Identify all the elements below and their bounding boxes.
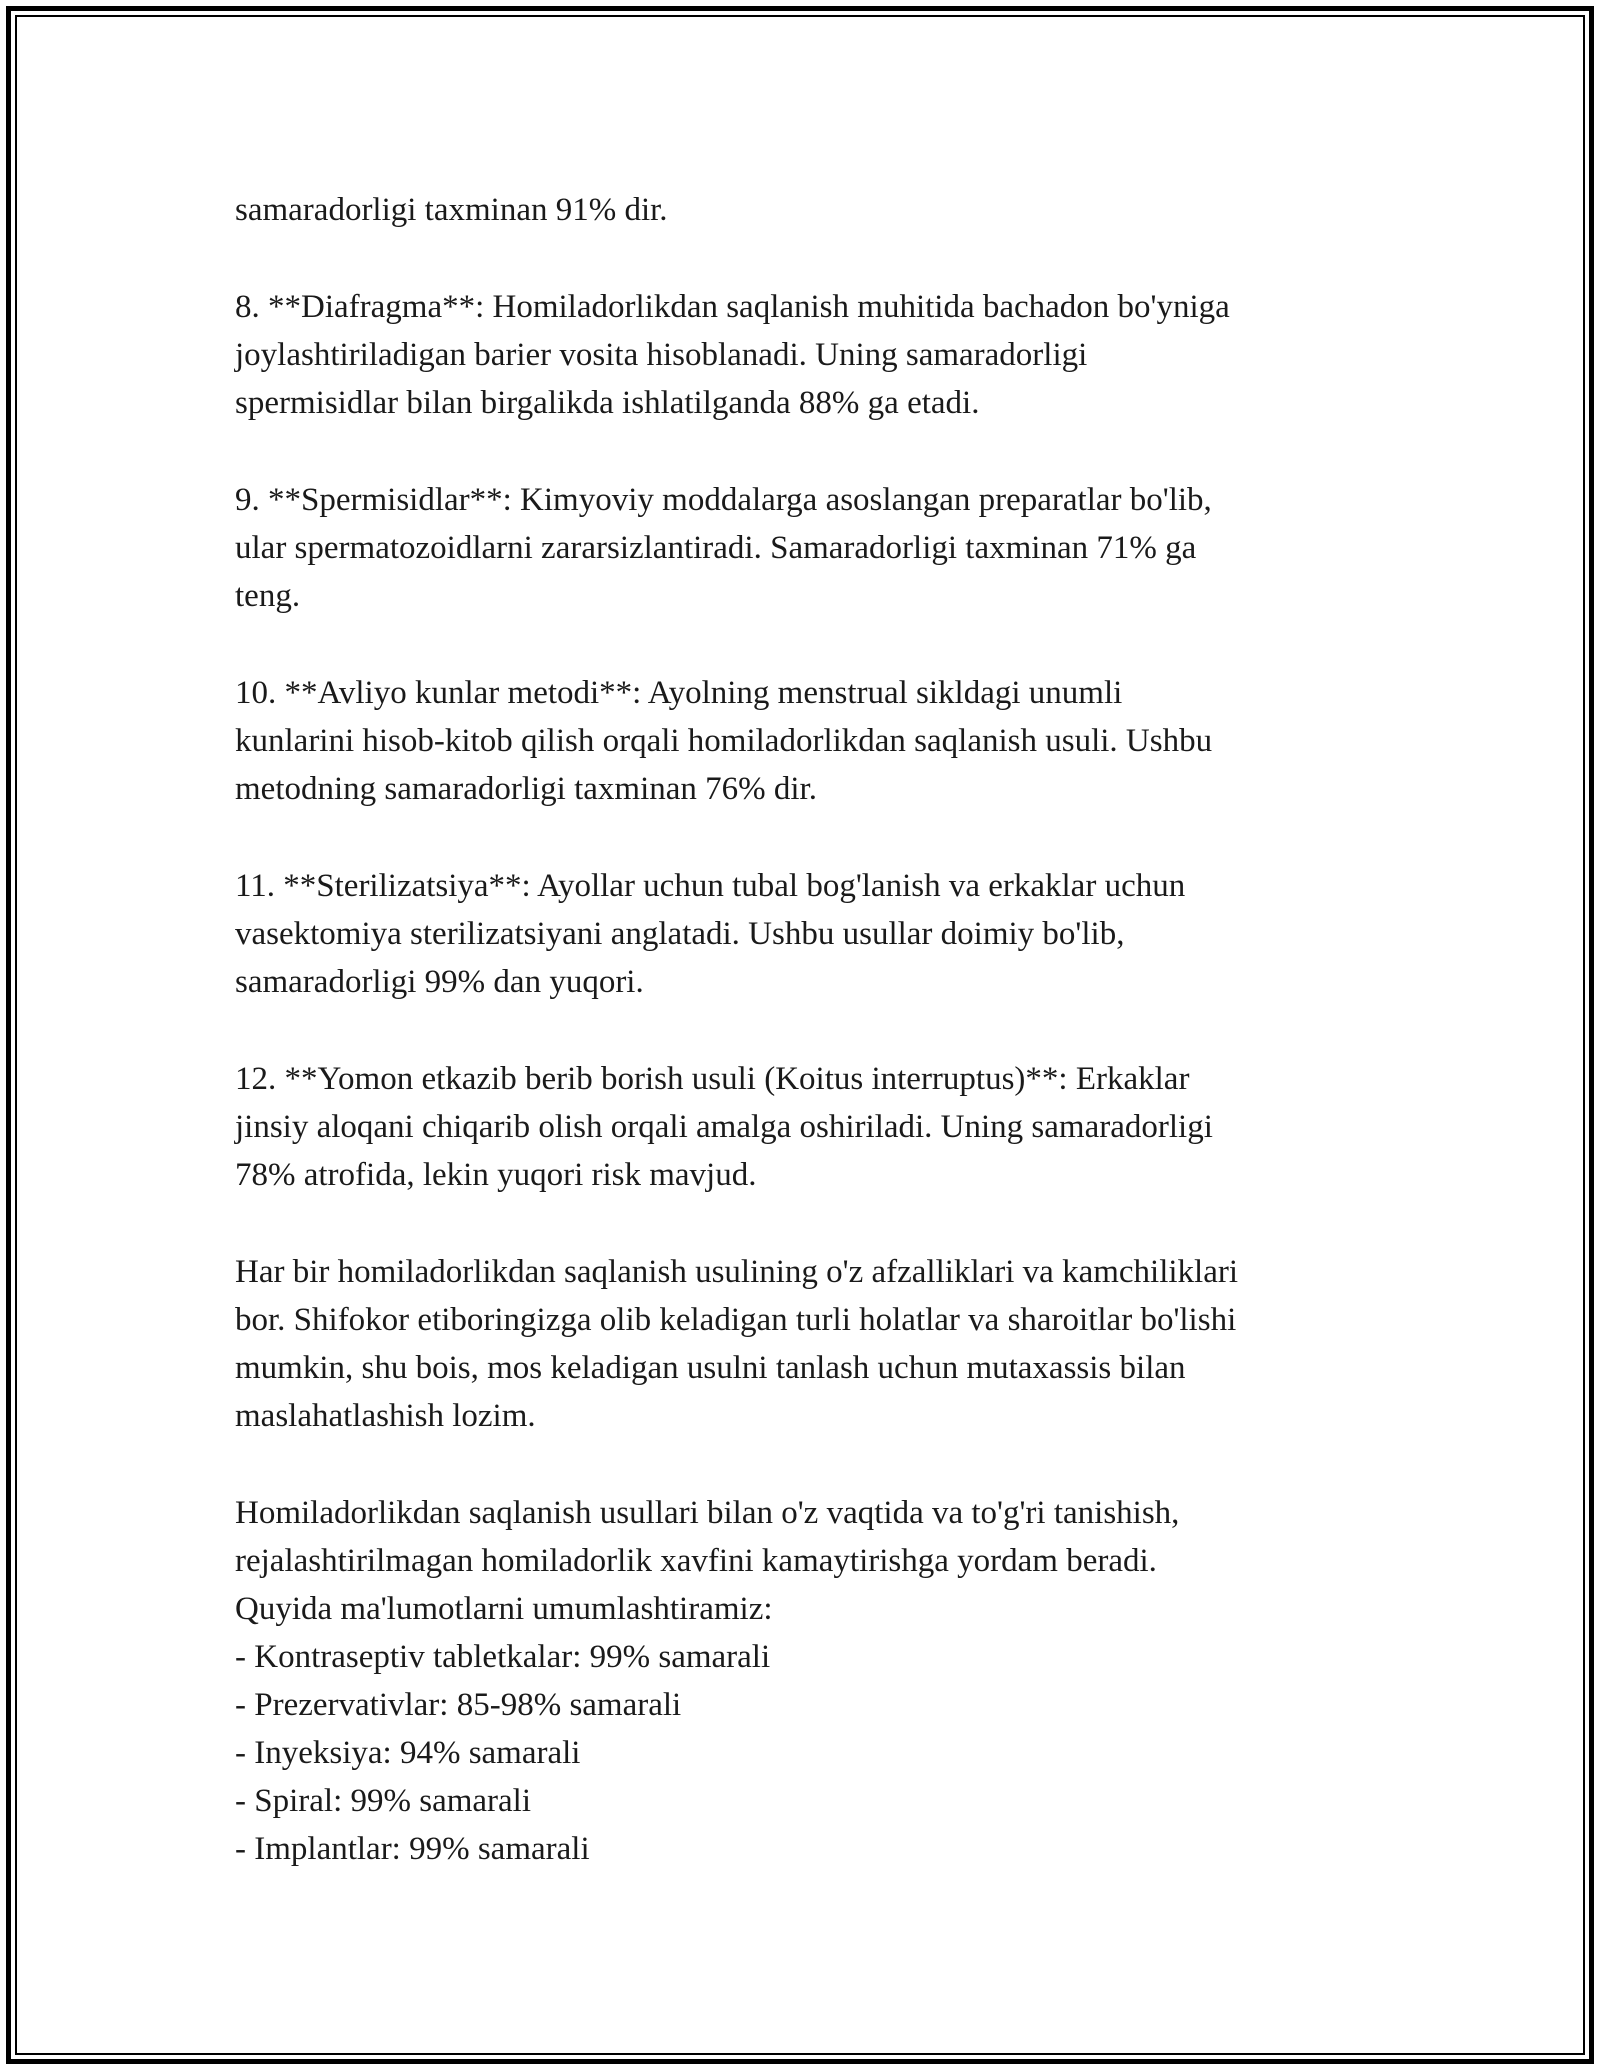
text-line: ular spermatozoidlarni zararsizlantiradi. Samaradorligi taxminan 71% ga (235, 530, 1197, 566)
text-line: rejalashtirilmagan homiladorlik xavfini kamaytirishga yordam beradi. (235, 1543, 1157, 1579)
paragraph-koitus-interruptus (235, 1055, 1375, 1199)
summary-list (235, 1633, 1375, 1873)
paragraph-intro-continuation (235, 186, 1375, 234)
text-line: 8. **Diafragma**: Homiladorlikdan saqlanish muhitida bachadon bo'yniga (235, 289, 1230, 325)
paragraph-summary (235, 1489, 1375, 1873)
text-line: metodning samaradorligi taxminan 76% dir. (235, 771, 817, 807)
paragraph-spermisidlar (235, 476, 1375, 620)
text-line: bor. Shifokor etiboringizga olib keladigan turli holatlar va sharoitlar bo'lishi (235, 1302, 1237, 1338)
text-line: 78% atrofida, lekin yuqori risk mavjud. (235, 1157, 757, 1193)
text-line: joylashtiriladigan barier vosita hisoblanadi. Uning samaradorligi (235, 337, 1088, 373)
list-item: - Prezervativlar: 85-98% samarali (235, 1687, 682, 1723)
text-line: maslahatlashish lozim. (235, 1398, 536, 1434)
paragraph-advice (235, 1248, 1375, 1440)
text-line: 12. **Yomon etkazib berib borish usuli (Koitus interruptus)**: Erkaklar (235, 1061, 1190, 1097)
text-line: kunlarini hisob-kitob qilish orqali homiladorlikdan saqlanish usuli. Ushbu (235, 723, 1213, 759)
paragraph-diafragma (235, 283, 1375, 427)
text-line: jinsiy aloqani chiqarib olish orqali amalga oshiriladi. Uning samaradorligi (235, 1109, 1213, 1145)
list-item: - Kontraseptiv tabletkalar: 99% samarali (235, 1639, 771, 1675)
text-line: 10. **Avliyo kunlar metodi**: Ayolning menstrual sikldagi unumli (235, 675, 1123, 711)
text-line: vasektomiya sterilizatsiyani anglatadi. Ushbu usullar doimiy bo'lib, (235, 916, 1125, 952)
text-line: samaradorligi taxminan 91% dir. (235, 192, 668, 228)
document-body (235, 186, 1375, 1873)
text-line: teng. (235, 578, 301, 614)
text-line: samaradorligi 99% dan yuqori. (235, 964, 644, 1000)
text-line: 11. **Sterilizatsiya**: Ayollar uchun tubal bog'lanish va erkaklar uchun (235, 868, 1186, 904)
text-line: 9. **Spermisidlar**: Kimyoviy moddalarga asoslangan preparatlar bo'lib, (235, 482, 1212, 518)
text-line: Quyida ma'lumotlarni umumlashtiramiz: (235, 1591, 773, 1627)
text-line: Homiladorlikdan saqlanish usullari bilan o'z vaqtida va to'g'ri tanishish, (235, 1495, 1180, 1531)
text-line: Har bir homiladorlikdan saqlanish usulining o'z afzalliklari va kamchiliklari (235, 1254, 1239, 1290)
text-line: mumkin, shu bois, mos keladigan usulni tanlash uchun mutaxassis bilan (235, 1350, 1186, 1386)
text-line: spermisidlar bilan birgalikda ishlatilganda 88% ga etadi. (235, 385, 980, 421)
list-item: - Inyeksiya: 94% samarali (235, 1735, 581, 1771)
paragraph-avliyo-kunlar (235, 669, 1375, 813)
list-item: - Implantlar: 99% samarali (235, 1831, 590, 1867)
paragraph-sterilizatsiya (235, 862, 1375, 1006)
list-item: - Spiral: 99% samarali (235, 1783, 532, 1819)
